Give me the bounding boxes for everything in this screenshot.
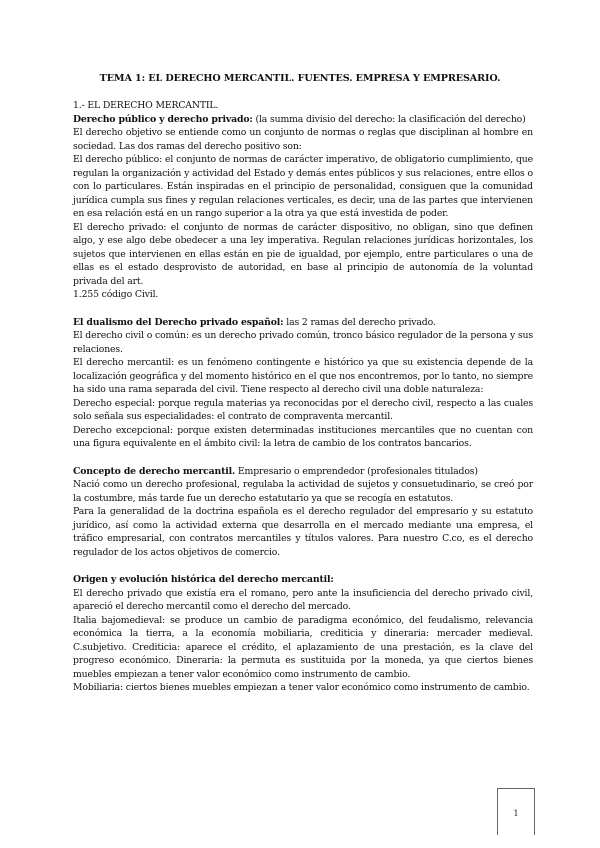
paragraph: Nació como un derecho profesional, regulaba la actividad de sujetos y consuetudinario, se creó por la costumbre, más tarde fue un derecho estatutario ya que se recogía en estatutos. (73, 479, 533, 504)
bold-lead: El dualismo del Derecho privado español: (73, 316, 284, 328)
bold-lead: Concepto de derecho mercantil. (73, 465, 236, 477)
section-heading: 1.- EL DERECHO MERCANTIL. (73, 100, 219, 111)
paragraph: El derecho privado que existía era el romano, pero ante la insuficiencia del derecho privado civil, apareció el derecho mercantil como el derecho del mercado. (73, 587, 533, 612)
bold-lead: Derecho público y derecho privado: (73, 113, 253, 125)
paragraph: Derecho excepcional: porque existen determinadas instituciones mercantiles que no cuentan con una figura equivalente en el ámbito civil: la letra de cambio de los contratos bancarios. (73, 424, 533, 449)
paragraph (73, 113, 533, 127)
paragraph-text: las 2 ramas del derecho privado. (283, 316, 436, 328)
paragraph: 1.255 código Civil. (73, 289, 159, 300)
paragraph: El derecho privado: el conjunto de normas de carácter dispositivo, no obligan, sino que definen algo, y ese algo debe obedecer a una ley imperativa. Regulan relaciones jurídicas horizontales, los sujetos que intervienen en ellas están en pie de igualdad, por ejemplo, entre particulares o una de ellas es el estado desprovisto de autoridad, en base al principio de autonomía de la voluntad privada del art. (73, 221, 533, 287)
paragraph (73, 465, 533, 479)
spacer (73, 559, 533, 573)
section-heading (73, 573, 533, 587)
paragraph-text: (la summa divisio del derecho: la clasificación del derecho) (252, 113, 526, 125)
paragraph: Mobiliaria: ciertos bienes muebles empiezan a tener valor económico como instrumento de cambio. (73, 682, 530, 693)
document-body (73, 99, 533, 695)
paragraph-text: Empresario o emprendedor (profesionales titulados) (235, 465, 478, 477)
bold-lead: Origen y evolución histórica del derecho mercantil: (73, 574, 334, 585)
paragraph: Italia bajomedieval: se produce un cambio de paradigma económico, del feudalismo, relevancia económica la tierra, a la economía mobiliaria, crediticia y dineraria: mercader medieval. C.subjetivo. Crediticia: aparece el crédito, el aplazamiento de una prestación, es la clave del progreso económico. Dineraria: la permuta es sustituida por la moneda, ya que ciertos bienes muebles empiezan a tener valor económico como instrumento de cambio. (73, 614, 533, 680)
page-number-box (497, 788, 535, 835)
paragraph: El derecho civil o común: es un derecho privado común, tronco básico regulador de la persona y sus relaciones. (73, 330, 533, 355)
document-title: TEMA 1: EL DERECHO MERCANTIL. FUENTES. EMPRESA Y EMPRESARIO. (99, 73, 501, 84)
spacer (73, 302, 533, 316)
paragraph (73, 316, 533, 330)
spacer (73, 451, 533, 465)
paragraph: El derecho mercantil: es un fenómeno contingente e histórico ya que su existencia depende de la localización geográfica y del momento histórico en el que nos encontremos, por lo tanto, no siempre ha sido una rama separada del civil. Tiene respecto al derecho civil una doble naturaleza: (73, 357, 533, 395)
paragraph: El derecho público: el conjunto de normas de carácter imperativo, de obligatorio cumplimiento, que regulan la organización y actividad del Estado y demás entes públicos y sus relaciones, entre ellos o con lo particulares. Están inspiradas en el principio de personalidad, consiguen que la comunidad jurídica cumpla sus fines y regulan relaciones verticales, es decir, una de las partes que intervienen en esa relación está en un rango superior a la otra ya que está investida de poder. (73, 154, 533, 219)
paragraph: El derecho objetivo se entiende como un conjunto de normas o reglas que disciplinan al hombre en sociedad. Las dos ramas del derecho positivo son: (73, 127, 533, 152)
page-number: 1 (513, 809, 519, 818)
paragraph: Para la generalidad de la doctrina española es el derecho regulador del empresario y su estatuto jurídico, así como la actividad externa que desarrolla en el mercado mediante una empresa, el tráfico empresarial, con contratos mercantiles y títulos valores. Para nuestro C.co, es el derecho regulador de los actos objetivos de comercio. (73, 506, 533, 558)
paragraph: Derecho especial: porque regula materias ya reconocidas por el derecho civil, respecto a las cuales solo señala sus especialidades: el contrato de compraventa mercantil. (73, 397, 533, 422)
